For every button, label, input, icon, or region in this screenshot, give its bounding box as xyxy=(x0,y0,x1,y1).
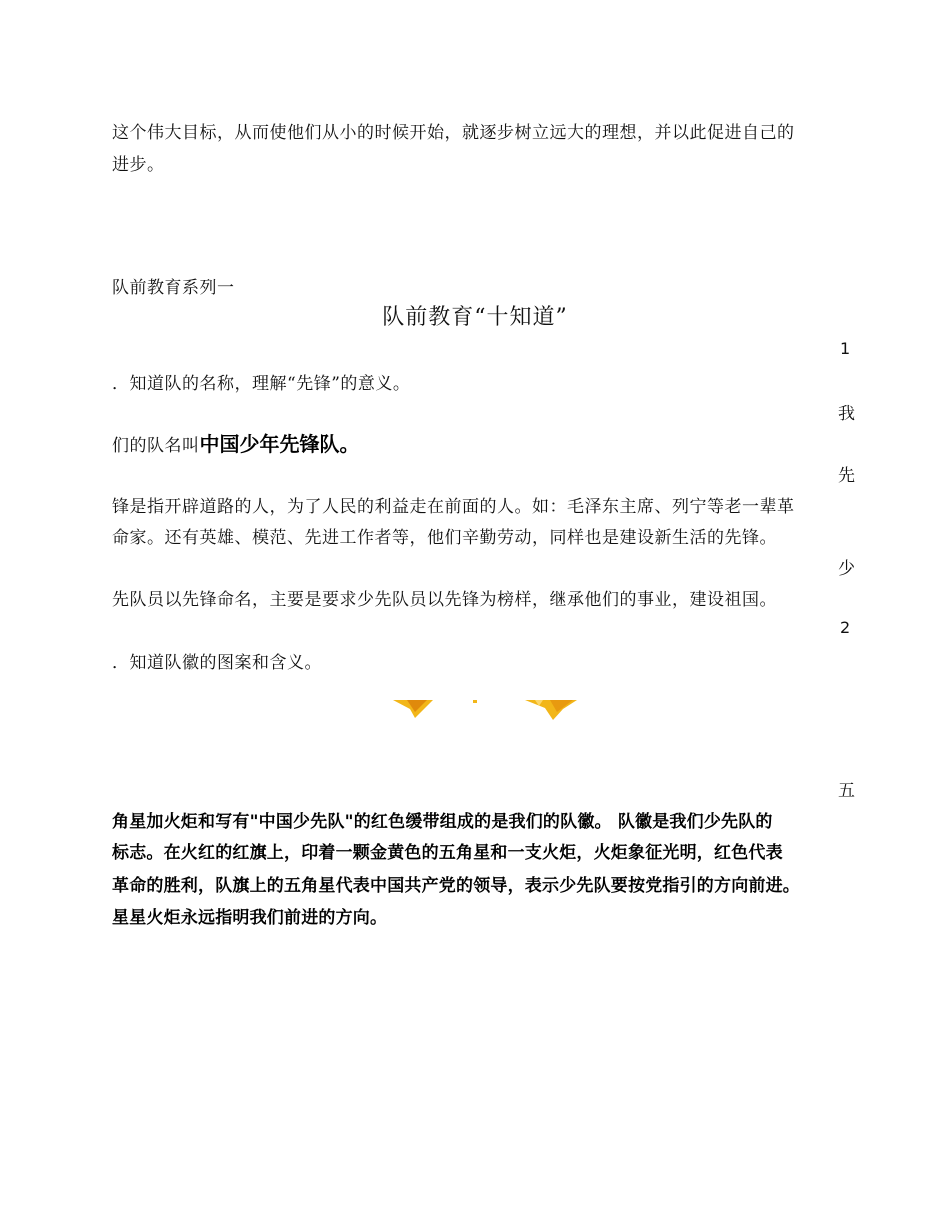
emblem-desc-line-4: 星星火炬永远指明我们前进的方向。 xyxy=(112,908,388,928)
marker-wu: 五 xyxy=(838,781,855,801)
pioneer-line-2: 命家。还有英雄、模范、先进工作者等，他们辛勤劳动，同样也是建设新生活的先锋。 xyxy=(112,528,777,548)
team-name-line xyxy=(112,428,360,457)
emblem-fragment-svg xyxy=(385,700,595,720)
item-2-number: 2 xyxy=(840,618,851,637)
pioneer-line-1: 锋是指开辟道路的人，为了人民的利益走在前面的人。如：毛泽东主席、列宁等老一辈革 xyxy=(112,497,795,517)
item-1-heading: ．知道队的名称，理解“先锋”的意义。 xyxy=(112,374,411,394)
page-title: 队前教育“十知道” xyxy=(382,305,568,330)
marker-xian: 先 xyxy=(838,466,855,486)
team-name: 中国少年先锋队。 xyxy=(199,432,360,456)
item-2-heading: ．知道队徽的图案和含义。 xyxy=(112,653,322,673)
emblem-desc-line-3: 革命的胜利，队旗上的五角星代表中国共产党的领导，表示少先队要按党指引的方向前进。 xyxy=(112,876,800,896)
series-label: 队前教育系列一 xyxy=(112,278,235,298)
item-1-number: 1 xyxy=(840,339,851,358)
team-name-prefix: 们的队名叫 xyxy=(112,436,200,456)
intro-line-1: 这个伟大目标，从而使他们从小的时候开始，就逐步树立远大的理想，并以此促进自己的 xyxy=(112,123,795,143)
marker-shao: 少 xyxy=(838,559,855,579)
intro-line-2: 进步。 xyxy=(112,155,165,175)
emblem-desc-line-1: 角星加火炬和写有"中国少先队"的红色缓带组成的是我们的队徽。 队徽是我们少先队的 xyxy=(112,812,773,832)
naming-line: 先队员以先锋命名，主要是要求少先队员以先锋为榜样，继承他们的事业，建设祖国。 xyxy=(112,590,777,610)
pioneer-emblem-icon xyxy=(385,700,595,720)
emblem-desc-line-2: 标志。在火红的红旗上，印着一颗金黄色的五角星和一支火炬，火炬象征光明，红色代表 xyxy=(112,843,783,863)
marker-wo: 我 xyxy=(838,404,855,424)
